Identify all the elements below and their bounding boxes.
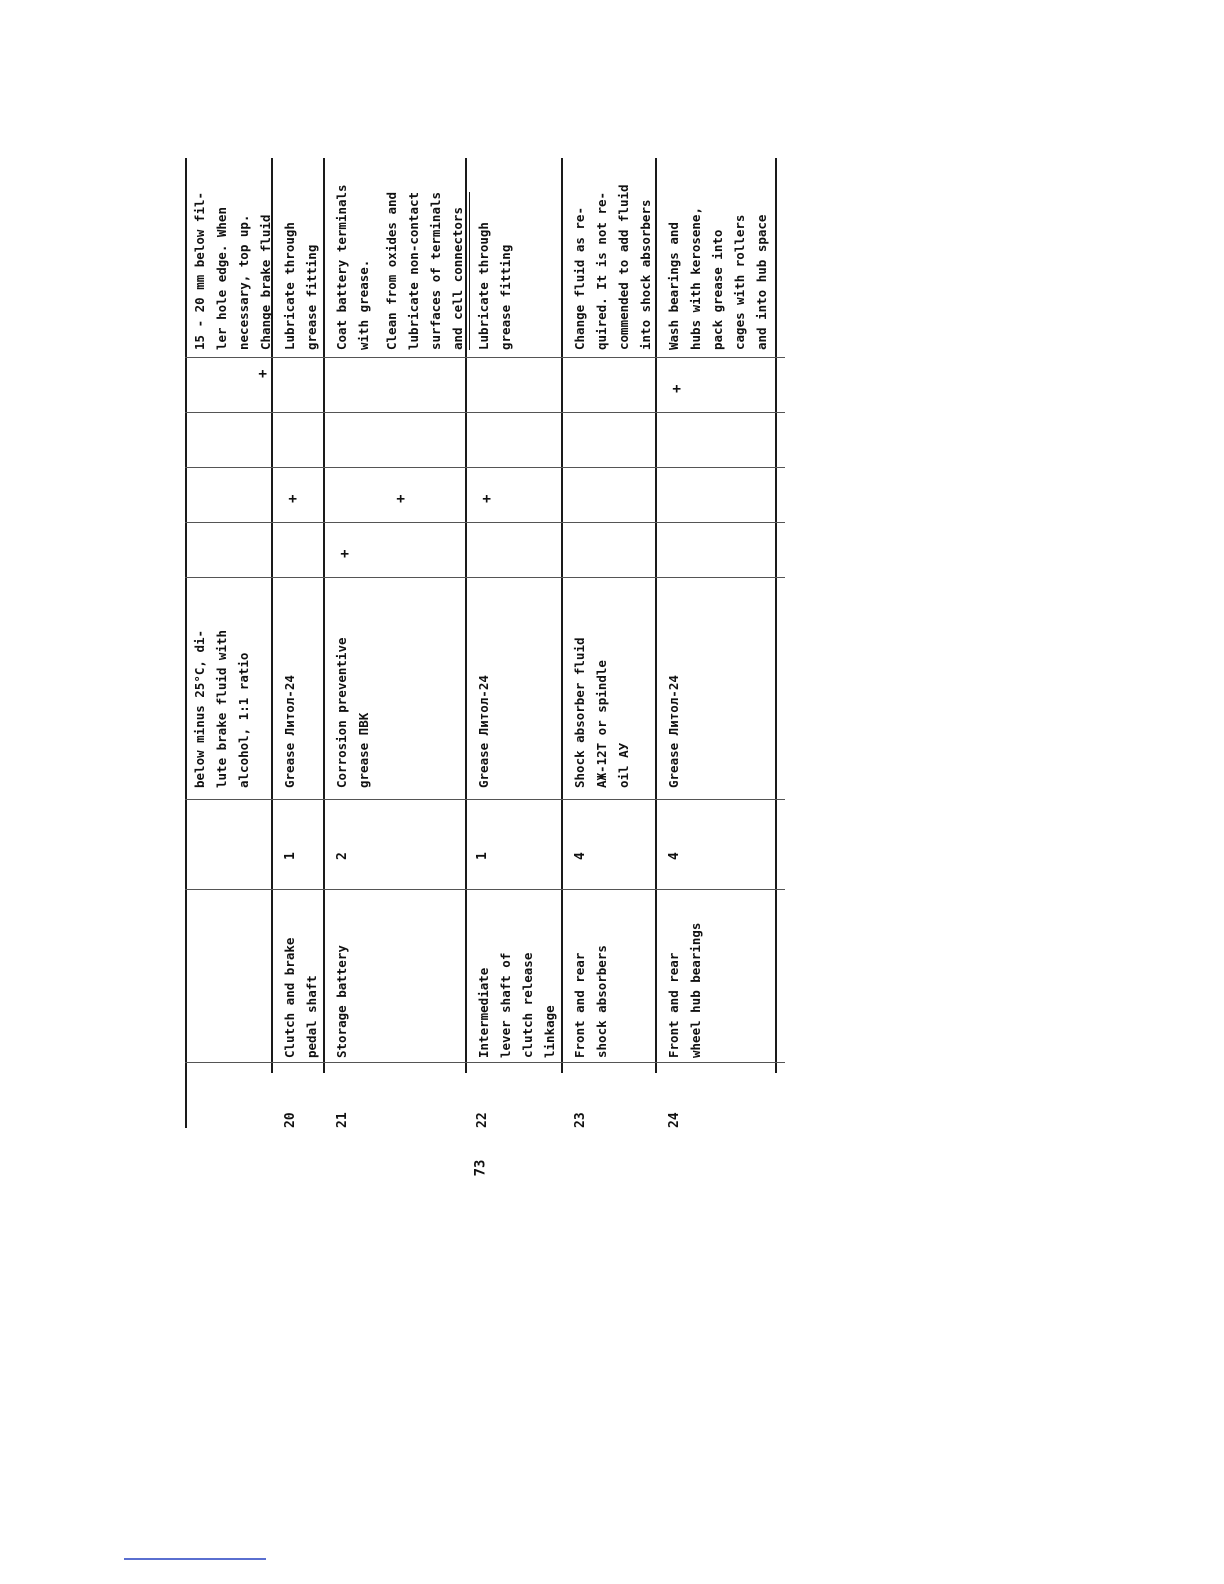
row-divider <box>323 158 325 1073</box>
column-divider <box>185 522 785 523</box>
note-cell: Lubricate through grease fitting <box>476 222 513 350</box>
lubricant-cell: below minus 25°C, di- lute brake fluid with alcohol, 1:1 ratio <box>192 629 251 788</box>
component-cell: Front and rear shock absorbers <box>572 945 609 1058</box>
mark-plus: + <box>669 384 685 393</box>
component-cell: Clutch and brake pedal shaft <box>282 937 319 1058</box>
column-divider <box>185 357 785 358</box>
note-cell: Coat battery terminals with grease. <box>334 184 371 350</box>
row-number: 24 <box>667 1112 682 1128</box>
points-count: 2 <box>335 852 350 860</box>
mark-plus: + <box>285 494 301 503</box>
note-cell: Change fluid as re- quired. It is not re- commended to add fluid into shock absorbers <box>572 184 653 350</box>
component-cell: Front and rear wheel hub bearings <box>666 922 703 1058</box>
note-cell: Wash bearings and hubs with kerosene, pack grease into cages with rollers and into hub space <box>666 207 769 350</box>
lubricant-cell: Corrosion preventive grease ПВК <box>334 637 371 788</box>
row-divider <box>185 158 187 1128</box>
note-cell-continued: Clean from oxides and lubricate non-contact surfaces of terminals and cell connectors <box>381 192 470 350</box>
mark-plus: + <box>393 494 409 503</box>
points-count: 4 <box>667 852 682 860</box>
lubricant-cell: Shock absorber fluid АЖ-12Т or spindle oil АУ <box>572 637 631 788</box>
column-divider <box>185 577 785 578</box>
lubrication-table <box>185 158 785 1158</box>
row-divider <box>561 158 563 1073</box>
lubricant-cell: Grease Литол-24 <box>476 675 491 788</box>
lubricant-cell: Grease Литол-24 <box>666 675 681 788</box>
mark-plus: + <box>337 549 353 558</box>
points-count: 1 <box>283 852 298 860</box>
row-number: 22 <box>475 1112 490 1128</box>
row-number: 21 <box>335 1112 350 1128</box>
component-cell: Intermediate lever shaft of clutch release linkage <box>476 952 557 1058</box>
mark-plus: + <box>479 494 495 503</box>
page-number: 73 <box>472 1159 489 1177</box>
row-divider <box>775 158 777 1073</box>
row-number: 23 <box>573 1112 588 1128</box>
column-divider <box>185 1062 785 1063</box>
column-divider <box>185 799 785 800</box>
column-divider <box>185 467 785 468</box>
column-divider <box>185 889 785 890</box>
row-number: 20 <box>283 1112 298 1128</box>
note-cell: Lubricate through grease fitting <box>282 222 319 350</box>
component-cell: Storage battery <box>334 945 349 1058</box>
note-cell: 15 - 20 mm below fil- ler hole edge. When necessary, top up. Change brake fluid <box>192 191 273 350</box>
column-divider <box>185 412 785 413</box>
points-count: 4 <box>573 852 588 860</box>
footer-rule <box>124 1558 266 1560</box>
mark-plus: + <box>255 369 271 378</box>
points-count: 1 <box>475 852 490 860</box>
lubricant-cell: Grease Литол-24 <box>282 675 297 788</box>
